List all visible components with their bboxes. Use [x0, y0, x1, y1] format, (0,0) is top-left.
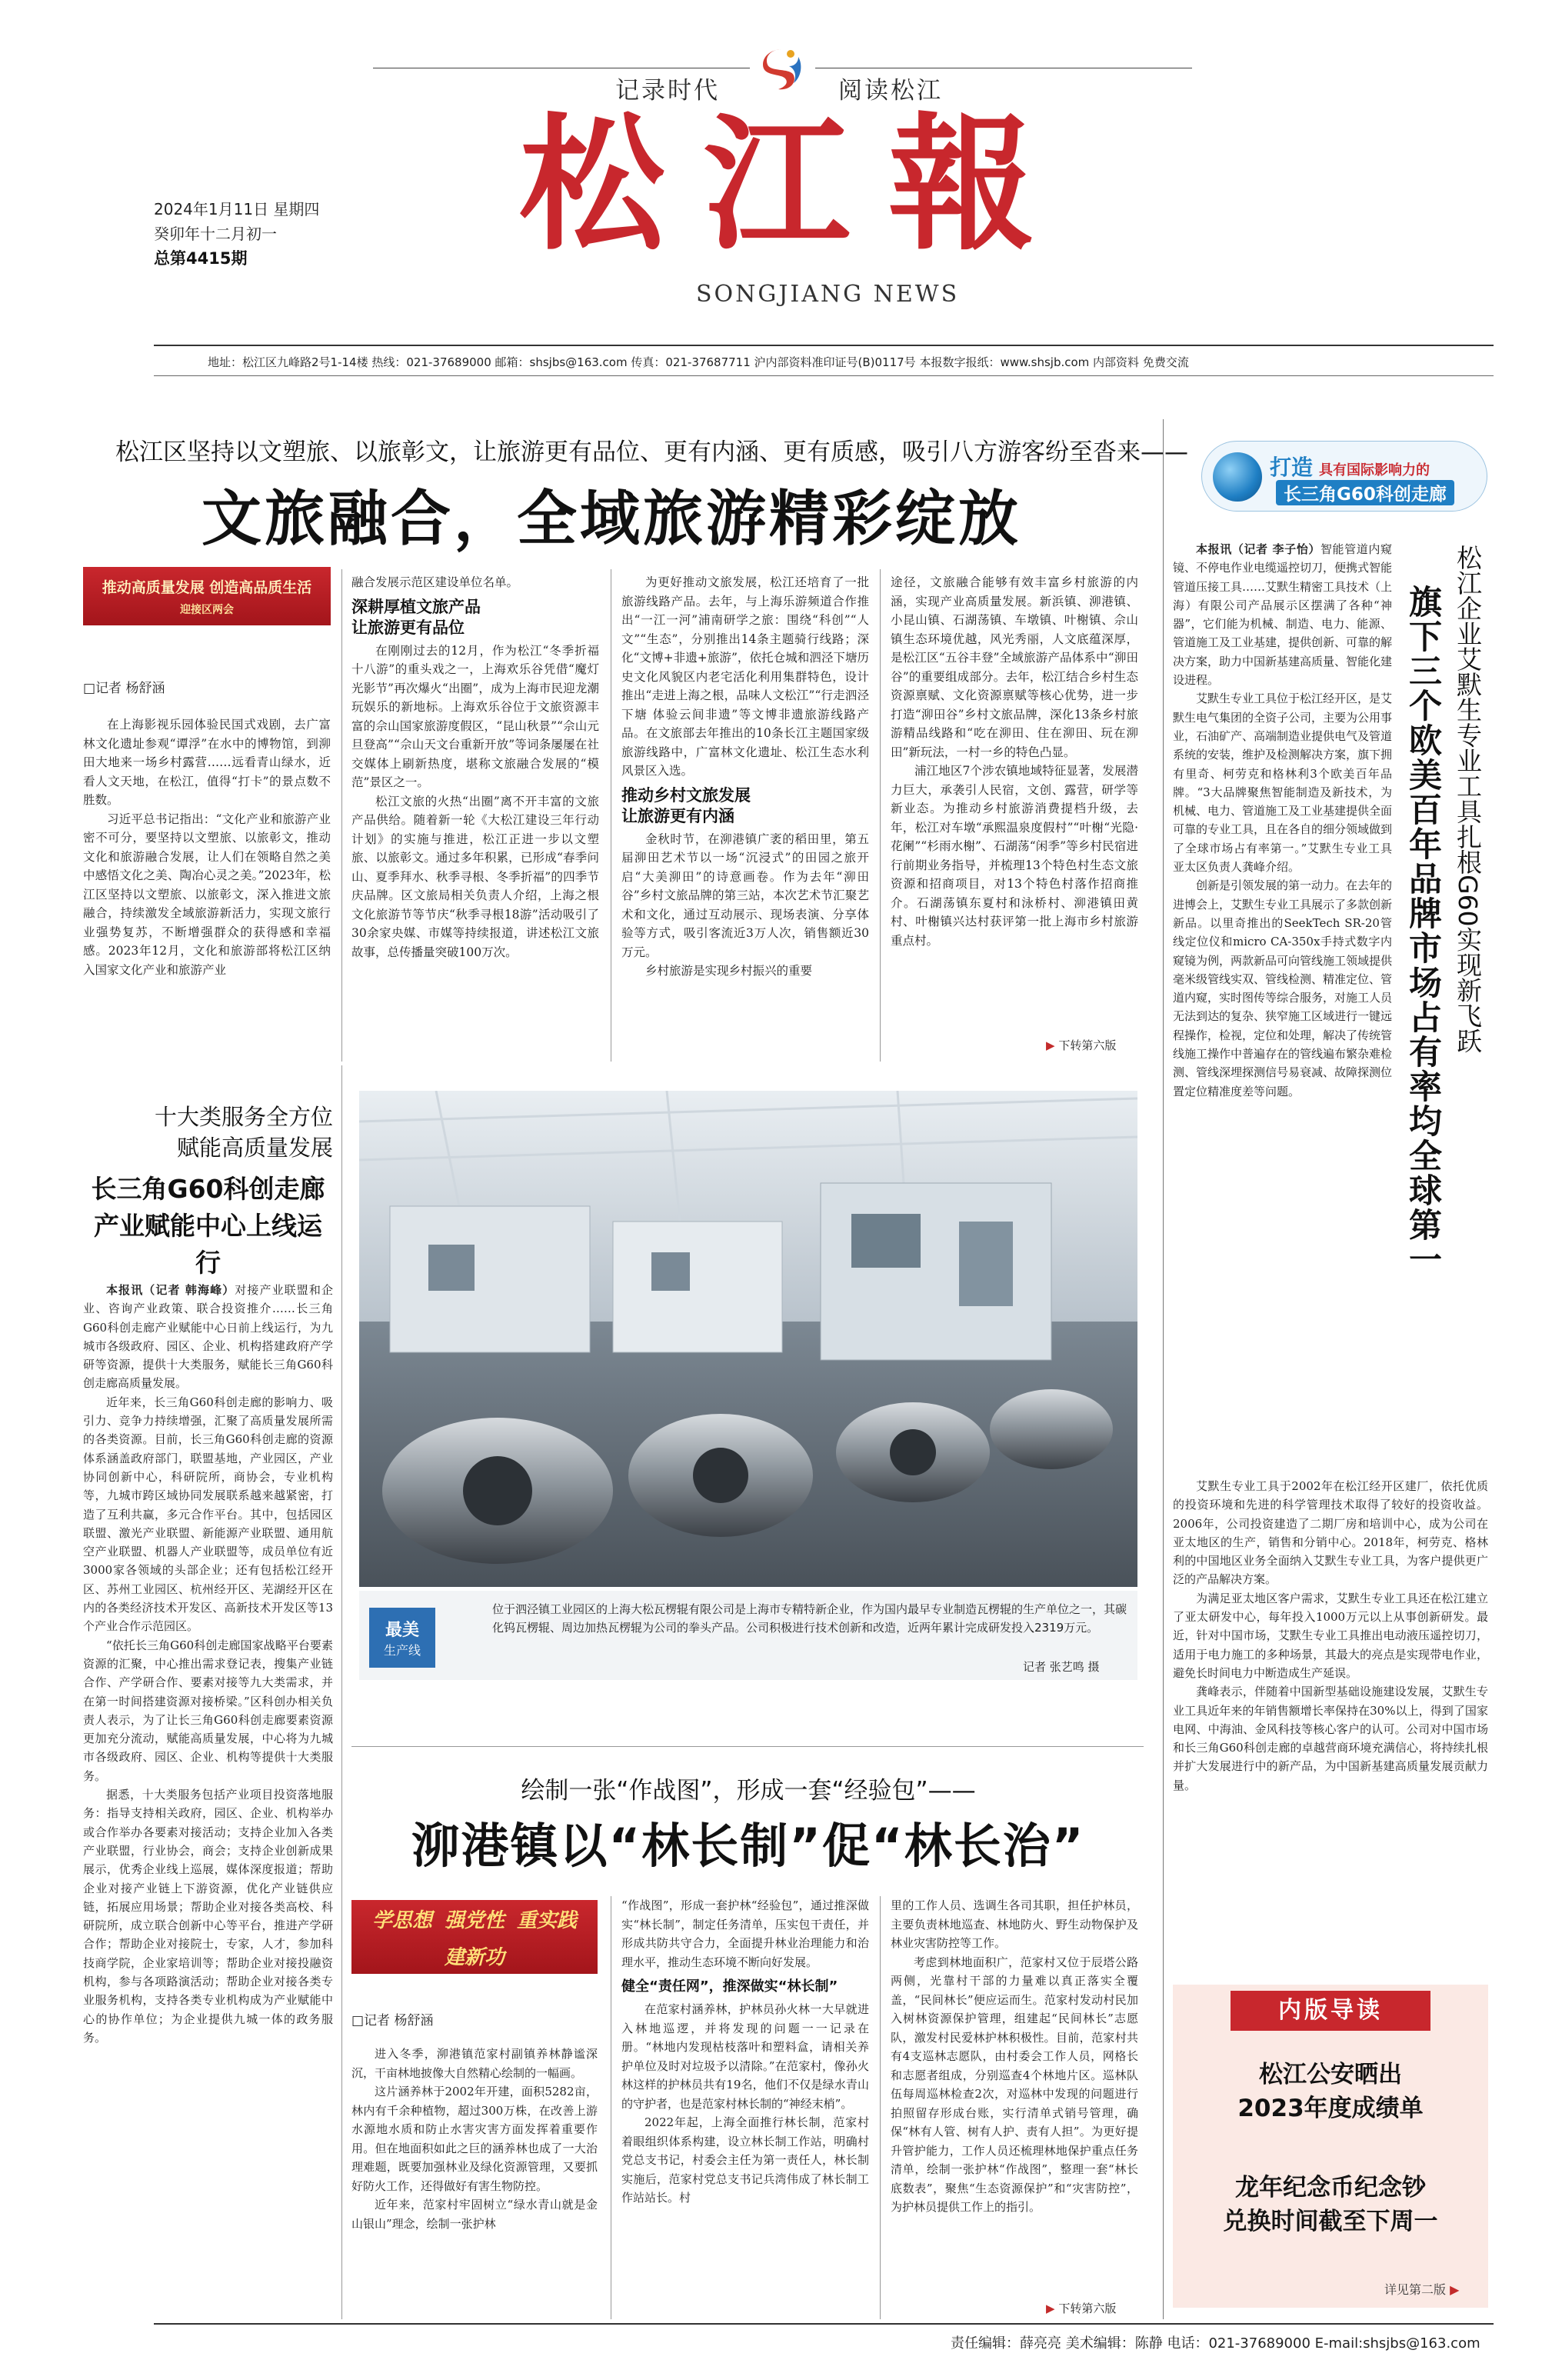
masthead-bottom-rule [154, 345, 1494, 346]
lead-column-3 [621, 573, 869, 981]
g60-globe-icon [1213, 452, 1262, 502]
forest-headline: 泖港镇以“林长制”促“林长治” [411, 1818, 1085, 1874]
lead-col3-p1: 为更好推动文旅发展，松江还培育了一批旅游线路产品。去年，与上海乐游频道合作推出“一江一河”浦南研学之旅：围绕“科创”“人文”“生态”，分别推出14条主题骑行线路；深化“文博+非遗+旅游”，依托仓城和泗泾下塘历史文化风貌区内老宅活化利用集群特色，设计推出“走进上海之根，品味人文松江”“行走泗泾下塘 体验云间非遗”等文博非遗旅游线路产品。在文旅部去年推出的10条长江主题国家级旅游线路中，广富林文化遗址、松江生态水利风景区入选。 [621, 575, 869, 778]
forest-banner [351, 1900, 598, 1974]
right-story-p2: 艾默生专业工具位于松江经开区，是艾默生电气集团的全资子公司，主要为公用事业，石油矿产、高端制造业提供电气及管道系统的安装，维护及检测解决方案，旗下拥有里奇、柯劳克和格林利3个欧美百年品牌。“3大品牌聚焦智能制造及新技术，为机械、电力、管道施工及工业基建提供全面可靠的专业工具，且在各自的细分领域做到了全球市场占有率第一。”艾默生专业工具亚太区负责人龚峰介绍。 [1173, 692, 1393, 875]
right-story-p4: 艾默生专业工具于2002年在松江经开区建厂，依托优质的投资环境和先进的科学管理技术取得了较好的投资收益。2006年，公司投资建造了二期厂房和培训中心，成为公司在亚太地区的生产，销售和分销中心。2018年，柯劳克、格林利的中国地区业务全面纳入艾默生专业工具，为客户提供更广泛的产品解决方案。 [1173, 1479, 1488, 1587]
left-story-p1: 本报讯（记者 韩海峰）对接产业联盟和企业、咨询产业政策、联合投资推介……长三角G60科创走廊产业赋能中心日前上线运行，为九城市各级政府、园区、企业、机构搭建政府产学研等资源，提供十大类服务，赋能长三角G60科创走廊高质量发展。 [83, 1283, 333, 1391]
info-bar: 地址：松江区九峰路2号1-14楼 热线：021-37689000 邮箱：shsjbs@163.com 传真：021-37687711 沪内部资料准印证号(B)0117号 本报数字报纸：www.shsjb.com 内部资料 免费交流 [208, 355, 1189, 369]
forest-col1-p2: 这片涵养林于2002年开建，面积5282亩，林内有千余种植物，超过300万株，在改善上游水源地水质和防止水害灾害方面发挥着重要作用。但在地面积如此之巨的涵养林也成了一大治理难题，既要加强林业及绿化资源管理，又要抓好防火工作，还得做好有害生物防控。 [351, 2085, 598, 2193]
forest-col2-subhead: 健全“责任网”，推深做实“林长制” [621, 1978, 838, 1995]
forest-banner-c: 重实践 [517, 1908, 578, 1932]
forest-banner-a: 学思想 [371, 1908, 432, 1932]
lead-banner-line2: 迎接区两会 [180, 603, 234, 616]
guide-more-label: 详见第二版 [1384, 2282, 1447, 2297]
rule-right-section [1163, 419, 1164, 2319]
lead-byline: □记者 杨舒涵 [83, 681, 165, 696]
lead-column-4 [891, 573, 1138, 950]
forest-continued [1046, 2300, 1116, 2316]
lead-continued-label: 下转第六版 [1058, 1038, 1117, 1052]
lead-col3-subhead: 推动乡村文旅发展 让旅游更有内涵 [621, 785, 751, 825]
continue-arrow-icon: ▶ [1046, 1038, 1055, 1052]
lead-column-1 [83, 715, 331, 979]
lead-column-2 [351, 573, 599, 962]
forest-col2b-p2: 2022年起，上海全面推行林长制，范家村着眼组织体系构建，设立林长制工作站，明确村党总支书记，村委会主任为第一责任人，林长制实施后，范家村党总支书记兵湾伟成了林长制工作站站长。村 [621, 2115, 869, 2205]
lead-banner [83, 567, 331, 625]
right-kicker: 松江企业艾默生专业工具扎根G60实现新飞跃 [1453, 545, 1483, 1054]
songjiang-logo-icon [760, 46, 804, 94]
photo-tag [369, 1608, 435, 1668]
forest-continued-label: 下转第六版 [1058, 2302, 1117, 2315]
right-story-body-bottom [1173, 1477, 1488, 1795]
left-kicker: 十大类服务全方位 赋能高质量发展 [154, 1104, 333, 1161]
lead-col2-p1: 在刚刚过去的12月，作为松江“冬季折福十八游”的重头戏之一，上海欢乐谷凭借“魔灯光影节”再次爆火“出圈”，成为上海市民迎龙潮玩娱乐的新地标。上海欢乐谷位于文旅资源丰富的佘山国家旅游度假区，“昆山秋景”“佘山元旦登高”“佘山天文台重新开放”等词条屡屡在社交媒体上刷新热度，堪称文旅融合发展的“模范”景区之一。 [351, 643, 599, 789]
left-story-p2: 近年来，长三角G60科创走廊的影响力、吸引力、竞争力持续增强，汇聚了高质量发展所需的各类资源。目前，长三角G60科创走廊的资源体系涵盖政府部门，联盟基地，产业园区，产业协同创新中心，科研院所，商协会，专业机构等，九城市跨区域协同发展联系越来越紧密，打造了互利共赢，多元合作平台。其中，包括园区联盟、激光产业联盟、新能源产业联盟、通用航空产业联盟、机器人产业联盟等，成员单位有近3000家各领域的头部企业；还有包括松江经开区、苏州工业园区、杭州经开区、芜湖经开区在内的各类经济技术开发区、高新技术开发区等13个产业合作示范园区。 [83, 1395, 333, 1634]
guide-item-2[interactable]: 龙年纪念币纪念钞 兑换时间截至下周一 [1223, 2174, 1438, 2235]
factory-photo [359, 1091, 1137, 1587]
lead-col4-p2: 浦江地区7个涉农镇地域特征显著，发展潜力巨大，承袭引人民宿，文创、露营，研学等新业态。为推动乡村旅游消费提档升级，去年，松江对车墩“承熙温泉度假村”“叶榭“光隐·花阑”“杉雨水榭”、石湖荡“闲季”等乡村民宿进行前期业务指导，并梳理13个特色村生态文旅资源和招商项目，对13个特色村落作招商推介。石湖荡镇东夏村和泳桥村、泖港镇田黄村、叶榭镇兴达村获评第一批上海市乡村旅游重点村。 [891, 764, 1138, 948]
forest-col2-p1: “作战图”，形成一套护林“经验包”，通过推深做实“林长制”，制定任务清单，压实包干责任，并形成共防共守合力，全面提升林业治理能力和治理水平，推动生态环境不断向好发展。 [621, 1898, 869, 1969]
left-story-dateline: 本报讯（记者 韩海峰） [106, 1283, 235, 1297]
lead-col2-p2: 松江文旅的火热“出圈”离不开丰富的文旅产品供给。随着新一轮《大松江建设三年行动计划》的实施与推进，松江正进一步以文塑旅、以旅彰文。通过多年积累，已形成“春季问山、夏季拜水、秋季寻根、冬季折福”的四季节庆品牌。区文旅局相关负责人介绍，上海之根文化旅游节等节庆“秋季寻根18游”活动吸引了30余家央媒、市媒等持续报道，讲述松江文旅故事，总传播量突破100万次。 [351, 794, 599, 959]
left-story-body [83, 1281, 333, 2047]
footer-text: 责任编辑：薛亮亮 美术编辑：陈静 电话：021-37689000 E-mail:shsjbs@163.com [951, 2335, 1480, 2352]
lead-continued [1046, 1037, 1116, 1053]
left-story-p3: “依托长三角G60科创走廊国家战略平台要素资源的汇聚，中心推出需求登记表，搜集产业链合作、产学研合作、要素对接等九大类需求，并在第一时间搭建资源对接桥梁。”区科创办相关负责人表示，为了让长三角G60科创走廊要素资源更加充分流动，赋能高质量发展，中心将为九城市各级政府、园区、企业、机构等提供十大类服务。 [83, 1638, 333, 1783]
photo-tag-line2: 生产线 [383, 1643, 421, 1658]
right-story-p6: 龚峰表示，伴随着中国新型基础设施建设发展，艾默生专业工具近年来的年销售额增长率保持在30%以上，得到了国家电网、中海油、金风科技等核心客户的认可。公司对中国市场和长三角G60科创走廊的卓越营商环境充满信心，将持续扎根并扩大发展进行中的新产品，为中国新基建高质量发展贡献力量。 [1173, 1685, 1488, 1792]
guide-more [1384, 2280, 1459, 2298]
rule-left-section [341, 1065, 342, 2319]
continue-arrow-icon: ▶ [1450, 2282, 1460, 2297]
forest-col1-p1: 进入冬季，泖港镇范家村副镇养林静谧深沉，干亩林地披像大自然精心绘制的一幅画。 [351, 2047, 598, 2080]
lead-col2-intro: 融合发展示范区建设单位名单。 [351, 575, 519, 589]
rule-left-col [341, 569, 342, 1062]
continue-arrow-icon: ▶ [1046, 2302, 1055, 2315]
g60-logo [1201, 441, 1487, 512]
masthead-title: 松江報 [518, 98, 1073, 270]
forest-column-1 [351, 2045, 598, 2233]
lead-banner-line1: 推动高质量发展 创造高品质生活 [102, 578, 312, 596]
lead-headline: 文旅融合，全域旅游精彩绽放 [201, 485, 1021, 554]
footer-rule [154, 2323, 1494, 2325]
right-story-p1: 本报讯（记者 李子怡）智能管道内窥镜、不停电作业电缆遥控切刀，便携式智能管道压接工具……艾默生精密工具技术（上海）有限公司产品展示区摆满了各种“神器”，它们能为机械、制造、电力、能源、管道施工及工业基建，提供创新、可靠的解决方案，助力中国新基建高质量、智能化建设进程。 [1173, 542, 1393, 688]
g60-logo-line3: 长三角G60科创走廊 [1276, 480, 1454, 505]
forest-banner-d: 建新功 [444, 1945, 505, 1969]
forest-col2b-p1: 在范家村涵养林，护林员孙火林一大早就进入林地巡逻，并将发现的问题一一记录在册。“林地内发现枯枝落叶和塑料盒，请相关养护单位及时对垃圾予以清除。”在范家村，像孙火林这样的护林员共有19名，他们不仅是绿水青山的守护者，也是范家村林长制的“神经末梢”。 [621, 2002, 869, 2111]
forest-column-3 [891, 1896, 1138, 2217]
left-headline: 长三角G60科创走廊 产业赋能中心上线运行 [91, 1174, 325, 1278]
forest-col3-p1: 里的工作人员、选调生各司其职，担任护林员，主要负责林地巡查、林地防火、野生动物保护及林业灾害防控等工作。 [891, 1898, 1138, 1950]
issue-lunar: 癸卯年十二月初一 [154, 225, 277, 243]
rule-forest-col3 [880, 1896, 881, 2319]
forest-top-rule [351, 1746, 1144, 1747]
forest-col1-p3: 近年来，范家村牢固树立“绿水青山就是金山银山”理念，绘制一张护林 [351, 2198, 598, 2231]
issue-number: 总第4415期 [154, 249, 248, 268]
forest-byline: □记者 杨舒涵 [351, 2013, 434, 2028]
right-story-body-top [1173, 540, 1392, 1101]
lead-col4-p1: 途径，文旅融合能够有效丰富乡村旅游的内涵，实现产业高质量发展。新浜镇、泖港镇、小昆山镇、石湖荡镇、车墩镇、叶榭镇、佘山镇生态环境优越，风光秀丽，人文底蕴深厚，是松江区“五谷丰登”全域旅游产品体系中“泖田谷”的重要组成部分。去年，松江结合乡村生态资源禀赋、文化资源禀赋等核心优势，进一步打造“泖田谷”乡村文旅品牌，深化13条乡村旅游精品线路和“吃在泖田、住在泖田、玩在泖田”新玩法，一村一乡的特色凸显。 [891, 575, 1138, 759]
info-bar-rule [154, 375, 1494, 376]
masthead-title-en: SONGJIANG NEWS [696, 281, 960, 308]
forest-col3-p2: 考虑到林地面积广，范家村又位于辰塔公路两侧，光靠村干部的力量难以真正落实全覆盖，“民间林长”便应运而生。范家村发动村民加入树林资源保护管理，组建起“民间林长”志愿队，激发村民爱林护林积极性。目前，范家村共有4支巡林志愿队，由村委会工作人员，网格长和志愿者组成，分别巡查4个林地片区。巡林队伍每周巡林检查2次，对巡林中发现的问题进行拍照留存形成台账，实行清单式销号管理，确保“林有人管、树有人护、责有人担”。为更好提升管护能力，工作人员还梳理林地保护重点任务清单，绘制一张护林“作战图”，整理一套“林长底数表”，聚焦“生态资源保护”和“灾害防控”，为护林员提供工作上的指引。 [891, 1955, 1138, 2214]
lead-col3b-p1: 金秋时节，在泖港镇广袤的稻田里，第五届泖田艺术节以一场“沉浸式”的田园之旅开启“大美泖田”的诗意画卷。作为去年“泖田谷”乡村文旅品牌的第三站，本次艺术节汇聚艺术和文化，通过互动展示、现场表演、分享体验等方式，吸引客流近3万人次，销售额近30万元。 [621, 832, 869, 959]
photo-caption: 位于泗泾镇工业园区的上海大松瓦楞辊有限公司是上海市专精特新企业，作为国内最早专业制造瓦楞辊的生产单位之一，其碳化钨瓦楞辊、周边加热瓦楞辊为公司的拳头产品。公司积极进行技术创新和改造，近两年累计完成研发投入2319万元。 [492, 1602, 1127, 1635]
slogan-left: 记录时代 [615, 77, 720, 105]
guide-title: 内版导读 [1231, 1991, 1430, 2031]
right-story-p5: 为满足亚太地区客户需求，艾默生专业工具还在松江建立了亚太研发中心，每年投入1000万元以上从事创新研发。最近，针对中国市场，艾默生专业工具推出电动液压遥控切刀，适用于电力施工的多种场景，其最大的亮点是实现带电作业，避免长时间电力中断造成生产延误。 [1173, 1591, 1488, 1680]
slogan-right: 阅读松江 [838, 77, 943, 105]
lead-col3b-p2: 乡村旅游是实现乡村振兴的重要 [645, 964, 813, 978]
issue-date: 2024年1月11日 星期四 [154, 200, 320, 218]
lead-kicker: 松江区坚持以文塑旅、以旅彰文，让旅游更有品位、更有内涵、更有质感，吸引八方游客纷至沓来—— [115, 438, 1188, 466]
right-story-p3: 创新是引领发展的第一动力。在去年的进博会上，艾默生专业工具展示了多款创新新品。以里奇推出的SeekTech SR-20管线定位仪和micro CA-350x手持式数字内窥镜为例，两款新品可向管线施工领域提供毫米级管线实双、管线检测、精准定位、管道内窥，实时图传等综合服务，对施工人员无法到达的复杂、狭窄施工区域进行一键远程操作，检视，定位和处理，解决了传统管线施工操作中普遍存在的管线遍布繁杂难检测、管线深埋探测信号易衰减、故障探测位置定位精准度差等问题。 [1173, 878, 1393, 1098]
photo-tag-line1: 最美 [385, 1621, 419, 1640]
rule-col3 [880, 569, 881, 1062]
forest-banner-b: 强党性 [444, 1908, 505, 1932]
guide-item-1[interactable]: 松江公安晒出 2023年度成绩单 [1237, 2061, 1424, 2122]
left-story-p4: 据悉，十大类服务包括产业项目投资落地服务：指导支持相关政府，园区、企业、机构举办或合作举办各要素对接活动；支持企业加入各类产业联盟，行业协会，商会；支持企业创新成果展示，优秀企业线上巡展，媒体深度报道；帮助企业对接产业链上下游资源，优化产业链供应链，拓展应用场景；帮助企业对接各类高校、科研院所，成立联合创新中心等平台，推进产学研合作；帮助企业对接院士，专家，人才，参加科技商学院，企业家培训等；帮助企业对接投融资机构，参与各项路演活动；帮助企业对接各类专业服务机构，支持各类专业机构成为产业赋能中心的协作单位；为企业提供九城一体的政务服务。 [83, 1788, 333, 2045]
lead-col1-p1: 在上海影视乐园体验民国式戏剧，去广富林文化遗址参观“谭浮”在水中的博物馆，到泖田大地来一场乡村露营……远看青山绿水，近看人文天地，在松江，值得“打卡”的景点数不胜数。 [83, 718, 331, 807]
forest-column-2 [621, 1896, 869, 2208]
lead-col1-p2: 习近平总书记指出：“文化产业和旅游产业密不可分，要坚持以文塑旅、以旅彰文，推动文化和旅游融合发展，让人们在领略自然之美中感悟文化之美、陶冶心灵之美。”2023年，松江区坚持以文塑旅、以旅彰文，深入推进文旅融合，持续激发全域旅游新活力，实现文旅行业强势复苏，不断增强群众的获得感和幸福感。2023年12月，文化和旅游部将松江区纳入国家文化产业和旅游产业 [83, 812, 331, 977]
photo-credit: 记者 张艺鸣 摄 [1023, 1660, 1100, 1674]
right-story-dateline: 本报讯（记者 李子怡） [1196, 542, 1321, 556]
lead-col2-subhead: 深耕厚植文旅产品 让旅游更有品位 [351, 597, 481, 637]
forest-kicker: 绘制一张“作战图”，形成一套“经验包”—— [521, 1777, 976, 1805]
guide-box [1173, 1985, 1488, 2308]
g60-logo-line1: 打造 具有国际影响力的 [1270, 455, 1430, 480]
right-headline: 旗下三个欧美百年品牌市场占有率均全球第一 [1404, 585, 1442, 1277]
